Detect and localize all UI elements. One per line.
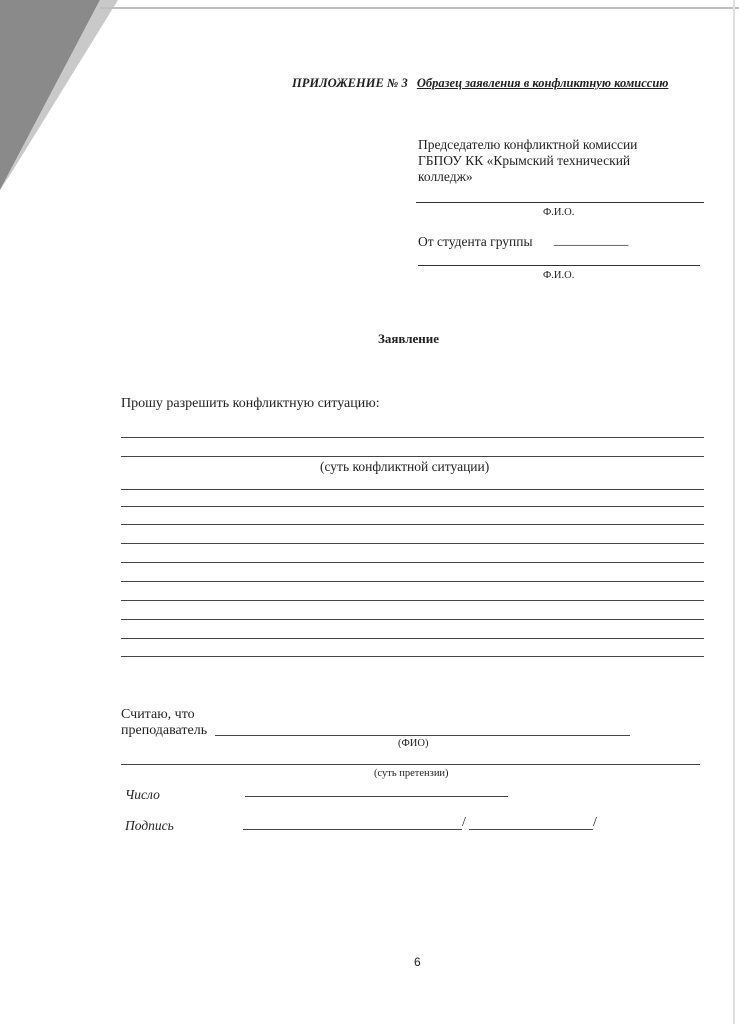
essence-line-11 [121,638,704,639]
signature-label: Подпись [125,818,174,833]
fio-caption-1: Ф.И.О. [543,207,575,218]
claim-caption: (суть претензии) [374,768,449,779]
addressee-line-3: колледж» [418,169,473,184]
chairman-fio-line [416,202,704,203]
essence-line-7 [121,562,704,563]
signature-slash-1: / [462,815,466,830]
request-text: Прошу разрешить конфликтную ситуацию: [121,396,380,411]
signature-line [243,829,462,830]
date-line [245,796,508,797]
date-label: Число [125,787,160,802]
essence-line-4 [121,506,704,507]
essence-line-10 [121,619,704,620]
essence-line-3 [121,489,704,490]
essence-line-2 [121,456,704,457]
teacher-fio-line [215,735,630,736]
essence-line-12 [121,656,704,657]
claim-line [121,764,700,765]
teacher-label: преподаватель [121,723,208,738]
essence-caption: (суть конфликтной ситуации) [320,459,490,474]
essence-line-1 [121,437,704,438]
document-heading: Заявление [378,331,440,346]
group-blank: ___________ [554,232,629,247]
signature-name-line [469,829,593,830]
fio-short-caption: (ФИО) [398,738,429,749]
appendix-header [292,76,668,91]
fio-caption-2: Ф.И.О. [543,270,575,281]
appendix-title: Образец заявления в конфликтную комиссию [416,76,669,90]
addressee-line-1: Председателю конфликтной комиссии [418,137,638,152]
signature-slash-2: / [593,815,597,830]
addressee-line-2: ГБПОУ КК «Крымский технический [418,153,631,168]
page-number: 6 [414,955,421,969]
student-fio-line [418,265,700,266]
essence-line-5 [121,524,704,525]
from-student-label: От студента группы [418,234,533,249]
appendix-number: ПРИЛОЖЕНИЕ № 3 [292,76,408,90]
essence-line-8 [121,581,704,582]
essence-line-9 [121,600,704,601]
consider-text: Считаю, что [121,707,195,722]
essence-line-6 [121,543,704,544]
addressee-block [418,137,688,185]
